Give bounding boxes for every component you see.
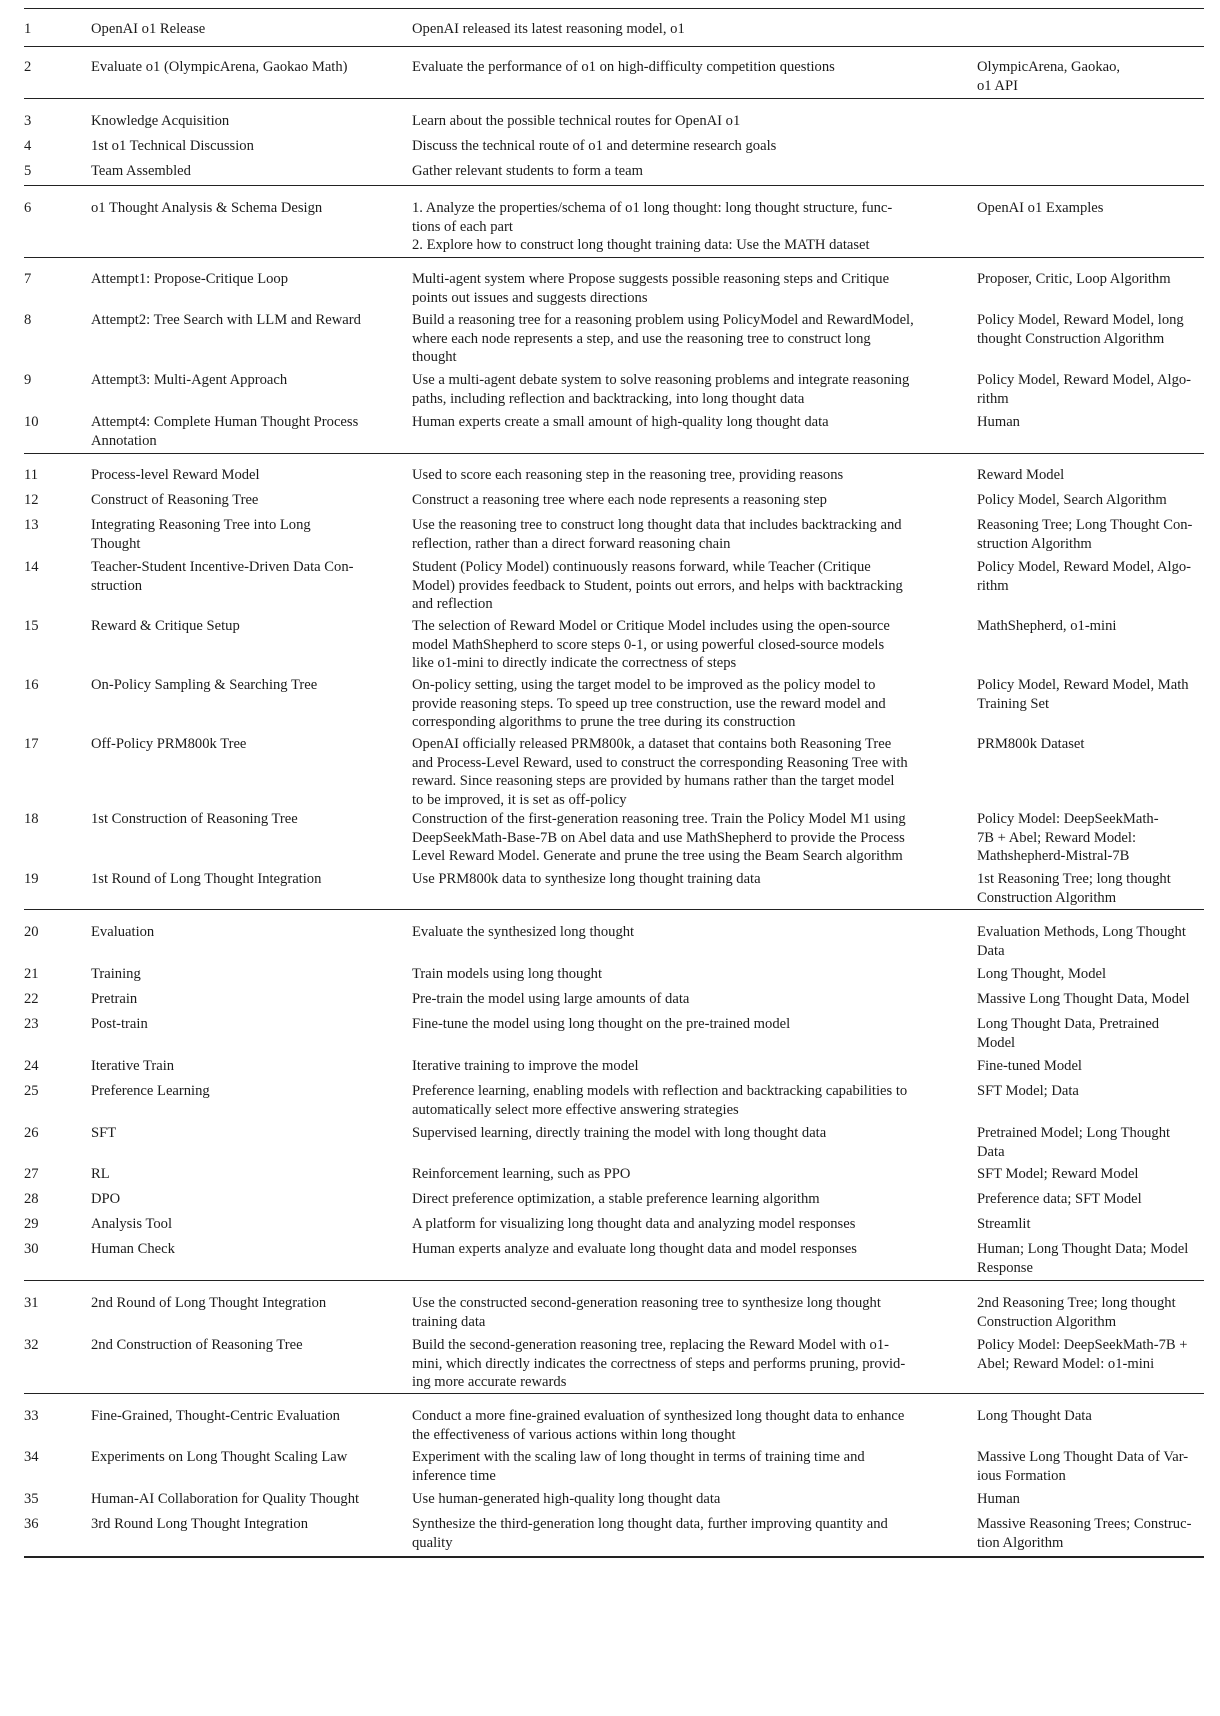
row-number: 17: [24, 736, 39, 752]
row-number: 20: [24, 924, 39, 940]
row-description: Student (Policy Model) continuously reasons forward, while Teacher (Critique Model) provides feedback to Student, points out errors, and helps with backtracking and reflection: [412, 559, 903, 612]
row-step-name: Knowledge Acquisition: [91, 113, 230, 129]
row-resources: Massive Reasoning Trees; Construc- tion Algorithm: [977, 1516, 1192, 1551]
row-description: Learn about the possible technical routes for OpenAI o1: [412, 113, 741, 129]
row-number: 32: [24, 1337, 39, 1353]
row-step-name: Construct of Reasoning Tree: [91, 492, 259, 508]
row-step-name: 3rd Round Long Thought Integration: [91, 1516, 308, 1532]
row-resources: Policy Model, Reward Model, long thought Construction Algorithm: [977, 312, 1184, 347]
row-number: 23: [24, 1016, 39, 1032]
row-step-name: Human Check: [91, 1241, 175, 1257]
row-resources: Preference data; SFT Model: [977, 1191, 1142, 1207]
row-step-name: On-Policy Sampling & Searching Tree: [91, 677, 318, 693]
row-resources: Policy Model, Reward Model, Algo- rithm: [977, 372, 1192, 407]
row-description: Use PRM800k data to synthesize long thought training data: [412, 871, 761, 887]
row-step-name: Integrating Reasoning Tree into Long Thought: [91, 517, 311, 552]
row-step-name: 2nd Construction of Reasoning Tree: [91, 1337, 303, 1353]
row-description: Discuss the technical route of o1 and determine research goals: [412, 138, 777, 154]
row-description: Construction of the first-generation reasoning tree. Train the Policy Model M1 using DeepSeekMath-Base-7B on Abel data and use MathShepherd to provide the Process Level Reward Model. Generate and prune the tree using the Beam Search algorithm: [412, 811, 906, 864]
row-step-name: 1st Construction of Reasoning Tree: [91, 811, 298, 827]
row-number: 6: [24, 200, 32, 216]
row-step-name: 2nd Round of Long Thought Integration: [91, 1295, 327, 1311]
row-description: Use the reasoning tree to construct long thought data that includes backtracking and reflection, rather than a direct forward reasoning chain: [412, 517, 902, 552]
table-rule: [24, 185, 1204, 186]
row-description: The selection of Reward Model or Critique Model includes using the open-source model MathShepherd to score steps 0-1, or using powerful closed-source models like o1-mini to directly indicate the correctness of steps: [412, 618, 890, 671]
row-resources: Policy Model: DeepSeekMath- 7B + Abel; Reward Model: Mathshepherd-Mistral-7B: [977, 811, 1159, 864]
row-resources: Massive Long Thought Data, Model: [977, 991, 1190, 1007]
row-number: 31: [24, 1295, 39, 1311]
row-resources: Massive Long Thought Data of Var- ious Formation: [977, 1449, 1189, 1484]
row-number: 9: [24, 372, 32, 388]
row-description: Human experts analyze and evaluate long thought data and model responses: [412, 1241, 857, 1257]
row-resources: Pretrained Model; Long Thought Data: [977, 1125, 1171, 1160]
row-description: Synthesize the third-generation long thought data, further improving quantity and quality: [412, 1516, 888, 1551]
row-number: 13: [24, 517, 39, 533]
row-description: OpenAI released its latest reasoning model, o1: [412, 21, 685, 37]
row-step-name: Attempt1: Propose-Critique Loop: [91, 271, 288, 287]
row-resources: Human: [977, 414, 1020, 430]
row-resources: Long Thought, Model: [977, 966, 1107, 982]
row-step-name: Evaluate o1 (OlympicArena, Gaokao Math): [91, 59, 348, 75]
row-number: 8: [24, 312, 32, 328]
row-description: Fine-tune the model using long thought on the pre-trained model: [412, 1016, 791, 1032]
row-resources: Human: [977, 1491, 1020, 1507]
row-step-name: Preference Learning: [91, 1083, 210, 1099]
row-description: Conduct a more fine-grained evaluation of synthesized long thought data to enhance the effectiveness of various actions within long thought: [412, 1408, 905, 1443]
row-description: Multi-agent system where Propose suggests possible reasoning steps and Critique points out issues and suggests directions: [412, 271, 890, 306]
row-step-name: Fine-Grained, Thought-Centric Evaluation: [91, 1408, 340, 1424]
row-resources: OpenAI o1 Examples: [977, 200, 1104, 216]
row-step-name: Attempt2: Tree Search with LLM and Reward: [91, 312, 361, 328]
row-description: Use human-generated high-quality long thought data: [412, 1491, 721, 1507]
row-number: 11: [24, 467, 39, 483]
row-step-name: 1st Round of Long Thought Integration: [91, 871, 322, 887]
row-description: Evaluate the performance of o1 on high-difficulty competition questions: [412, 59, 835, 75]
row-step-name: o1 Thought Analysis & Schema Design: [91, 200, 323, 216]
row-resources: 1st Reasoning Tree; long thought Construction Algorithm: [977, 871, 1171, 906]
row-resources: Fine-tuned Model: [977, 1058, 1082, 1074]
row-resources: Evaluation Methods, Long Thought Data: [977, 924, 1186, 959]
row-step-name: Post-train: [91, 1016, 148, 1032]
row-number: 33: [24, 1408, 39, 1424]
row-step-name: Off-Policy PRM800k Tree: [91, 736, 247, 752]
row-step-name: Evaluation: [91, 924, 155, 940]
row-step-name: Experiments on Long Thought Scaling Law: [91, 1449, 348, 1465]
row-description: Gather relevant students to form a team: [412, 163, 643, 179]
row-number: 12: [24, 492, 39, 508]
row-step-name: Analysis Tool: [91, 1216, 173, 1232]
row-number: 34: [24, 1449, 39, 1465]
row-number: 14: [24, 559, 39, 575]
row-step-name: Human-AI Collaboration for Quality Thought: [91, 1491, 360, 1507]
row-resources: Reward Model: [977, 467, 1065, 483]
row-description: Evaluate the synthesized long thought: [412, 924, 635, 940]
row-resources: SFT Model; Data: [977, 1083, 1079, 1099]
row-number: 35: [24, 1491, 39, 1507]
row-description: Used to score each reasoning step in the reasoning tree, providing reasons: [412, 467, 844, 483]
row-number: 24: [24, 1058, 39, 1074]
row-number: 19: [24, 871, 39, 887]
row-resources: Long Thought Data, Pretrained Model: [977, 1016, 1160, 1051]
row-description: Use the constructed second-generation reasoning tree to synthesize long thought training data: [412, 1295, 881, 1330]
row-resources: MathShepherd, o1-mini: [977, 618, 1117, 634]
row-number: 4: [24, 138, 32, 154]
row-step-name: SFT: [91, 1125, 117, 1141]
row-resources: Policy Model, Reward Model, Math Training Set: [977, 677, 1189, 712]
row-resources: SFT Model; Reward Model: [977, 1166, 1139, 1182]
row-resources: Policy Model: DeepSeekMath-7B + Abel; Reward Model: o1-mini: [977, 1337, 1188, 1372]
row-resources: Streamlit: [977, 1216, 1031, 1232]
row-step-name: 1st o1 Technical Discussion: [91, 138, 254, 154]
table-rule: [24, 1280, 1204, 1281]
row-number: 30: [24, 1241, 39, 1257]
table-rule: [24, 8, 1204, 9]
row-resources: Proposer, Critic, Loop Algorithm: [977, 271, 1171, 287]
table-rule: [24, 453, 1204, 454]
row-description: On-policy setting, using the target model to be improved as the policy model to provide reasoning steps. To speed up tree construction, use the reward model and corresponding algorithms to prune the tree during its construction: [412, 677, 886, 730]
row-number: 3: [24, 113, 32, 129]
row-description: Human experts create a small amount of high-quality long thought data: [412, 414, 829, 430]
row-resources: Policy Model, Reward Model, Algo- rithm: [977, 559, 1192, 594]
row-number: 26: [24, 1125, 39, 1141]
row-number: 1: [24, 21, 32, 37]
row-step-name: DPO: [91, 1191, 121, 1207]
row-description: OpenAI officially released PRM800k, a dataset that contains both Reasoning Tree and Process-Level Reward, used to construct the corresponding Reasoning Tree with reward. Since reasoning steps are provided by humans rather than the target model to be improved, it is set as off-policy: [412, 736, 908, 808]
row-number: 2: [24, 59, 32, 75]
row-description: Build the second-generation reasoning tree, replacing the Reward Model with o1- mini, which directly indicates the correctness of steps and performs pruning, provid- ing more accurate rewards: [412, 1337, 906, 1390]
row-step-name: Pretrain: [91, 991, 138, 1007]
row-resources: Human; Long Thought Data; Model Response: [977, 1241, 1189, 1276]
table-rule: [24, 1393, 1204, 1394]
row-number: 28: [24, 1191, 39, 1207]
row-description: Construct a reasoning tree where each node represents a reasoning step: [412, 492, 827, 508]
row-description: A platform for visualizing long thought data and analyzing model responses: [412, 1216, 856, 1232]
row-step-name: Attempt4: Complete Human Thought Process Annotation: [91, 414, 359, 449]
row-number: 21: [24, 966, 39, 982]
row-number: 25: [24, 1083, 39, 1099]
row-number: 36: [24, 1516, 39, 1532]
row-number: 27: [24, 1166, 39, 1182]
row-number: 18: [24, 811, 39, 827]
table-rule: [24, 1556, 1204, 1558]
row-step-name: RL: [91, 1166, 110, 1182]
row-step-name: Process-level Reward Model: [91, 467, 260, 483]
row-step-name: Training: [91, 966, 141, 982]
table-rule: [24, 98, 1204, 99]
row-step-name: Reward & Critique Setup: [91, 618, 240, 634]
row-description: Train models using long thought: [412, 966, 603, 982]
row-step-name: OpenAI o1 Release: [91, 21, 206, 37]
row-description: Direct preference optimization, a stable preference learning algorithm: [412, 1191, 820, 1207]
row-description: Experiment with the scaling law of long thought in terms of training time and inference time: [412, 1449, 865, 1484]
row-description: Supervised learning, directly training the model with long thought data: [412, 1125, 827, 1141]
row-description: Preference learning, enabling models with reflection and backtracking capabilities to automatically select more effective answering strategies: [412, 1083, 908, 1118]
table-rule: [24, 46, 1204, 47]
row-resources: Policy Model, Search Algorithm: [977, 492, 1167, 508]
row-description: 1. Analyze the properties/schema of o1 long thought: long thought structure, func- tions of each part 2. Explore how to construct long thought training data: Use the MATH dataset: [412, 200, 893, 253]
row-number: 7: [24, 271, 32, 287]
row-resources: Long Thought Data: [977, 1408, 1092, 1424]
row-number: 22: [24, 991, 39, 1007]
row-resources: 2nd Reasoning Tree; long thought Construction Algorithm: [977, 1295, 1176, 1330]
row-description: Use a multi-agent debate system to solve reasoning problems and integrate reasoning paths, including reflection and backtracking, into long thought data: [412, 372, 910, 407]
row-description: Build a reasoning tree for a reasoning problem using PolicyModel and RewardModel, where each node represents a step, and use the reasoning tree to construct long thought: [412, 312, 914, 365]
row-number: 15: [24, 618, 39, 634]
table-rule: [24, 257, 1204, 258]
row-number: 29: [24, 1216, 39, 1232]
row-number: 16: [24, 677, 39, 693]
row-number: 10: [24, 414, 39, 430]
row-step-name: Attempt3: Multi-Agent Approach: [91, 372, 288, 388]
row-description: Iterative training to improve the model: [412, 1058, 639, 1074]
row-description: Reinforcement learning, such as PPO: [412, 1166, 631, 1182]
table-rule: [24, 909, 1204, 910]
row-resources: PRM800k Dataset: [977, 736, 1085, 752]
row-step-name: Iterative Train: [91, 1058, 175, 1074]
row-step-name: Team Assembled: [91, 163, 191, 179]
row-resources: OlympicArena, Gaokao, o1 API: [977, 59, 1121, 94]
row-resources: Reasoning Tree; Long Thought Con- struction Algorithm: [977, 517, 1193, 552]
row-description: Pre-train the model using large amounts of data: [412, 991, 690, 1007]
row-step-name: Teacher-Student Incentive-Driven Data Con- struction: [91, 559, 354, 594]
row-number: 5: [24, 163, 32, 179]
